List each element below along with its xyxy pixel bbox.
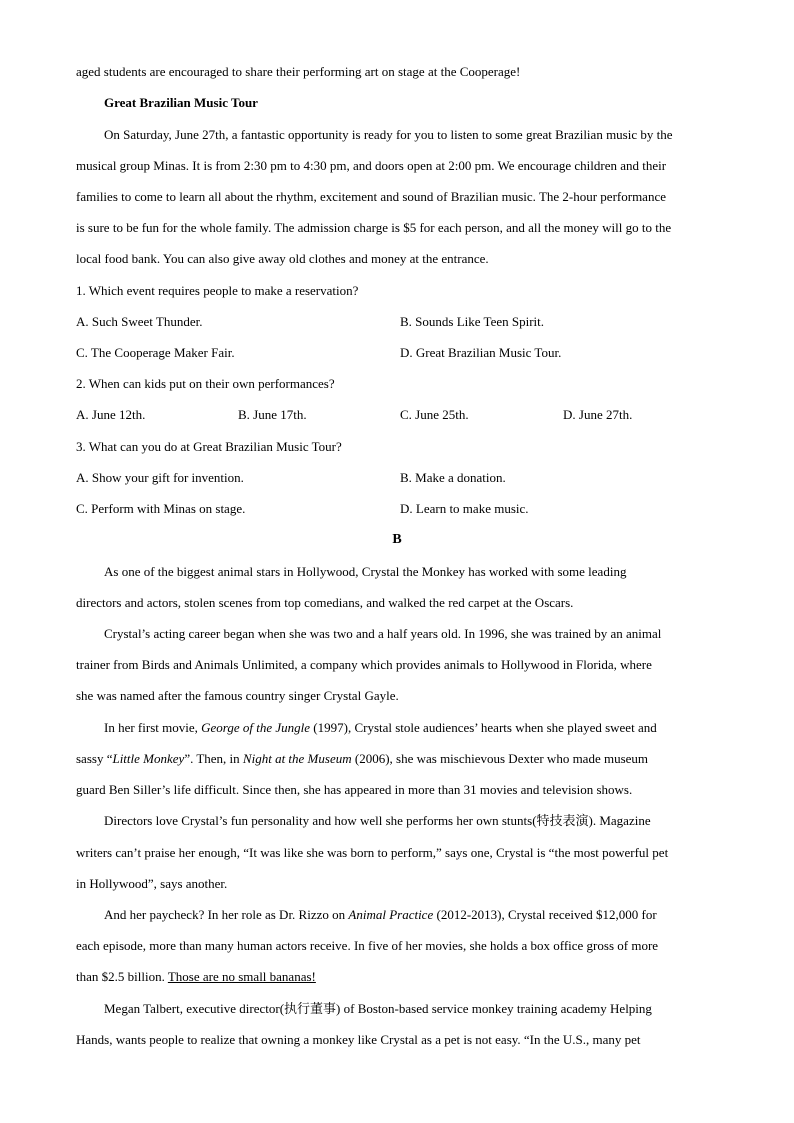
paragraph-line: writers can’t praise her enough, “It was like she was born to perform,” says one, Crystal is “the most powerful pet	[76, 845, 669, 860]
question-stem: 1. Which event requires people to make a reservation?	[76, 283, 359, 298]
section-title: Great Brazilian Music Tour	[104, 95, 258, 110]
movie-title: George of the Jungle	[201, 720, 311, 735]
paragraph-line: each episode, more than many human actors receive. In five of her movies, she holds a box office gross of more	[76, 938, 659, 953]
movie-title: Night at the Museum	[242, 751, 352, 766]
text-run: ”. Then, in	[184, 751, 243, 766]
text-run: (2012-2013), Crystal received $12,000 for	[433, 907, 657, 922]
paragraph-line: she was named after the famous country singer Crystal Gayle.	[76, 688, 399, 703]
text-run: than $2.5 billion.	[76, 969, 168, 984]
paragraph-line	[104, 718, 721, 738]
answer-option: D. Great Brazilian Music Tour.	[400, 345, 562, 360]
paragraph-line: musical group Minas. It is from 2:30 pm to 4:30 pm, and doors open at 2:00 pm. We encourage children and their	[76, 158, 667, 173]
paragraph-line: guard Ben Siller’s life difficult. Since then, she has appeared in more than 31 movies and television shows.	[76, 782, 633, 797]
answer-option: B. Sounds Like Teen Spirit.	[400, 314, 545, 329]
paragraph-line: Hands, wants people to realize that owning a monkey like Crystal as a pet is not easy. “In the U.S., many pet	[76, 1032, 641, 1047]
paragraph-line: in Hollywood”, says another.	[76, 876, 228, 891]
paragraph-line: On Saturday, June 27th, a fantastic opportunity is ready for you to listen to some great Brazilian music by the	[104, 127, 673, 142]
answer-option: D. Learn to make music.	[400, 501, 529, 516]
underlined-phrase: Those are no small bananas!	[167, 969, 316, 984]
text-run: And her paycheck? In her role as Dr. Rizzo on	[104, 907, 349, 922]
paragraph-line: trainer from Birds and Animals Unlimited, a company which provides animals to Hollywood in Florida, where	[76, 657, 652, 672]
paragraph-line: Megan Talbert, executive director(执行董事) of Boston-based service monkey training academy Helping	[104, 1001, 652, 1016]
answer-option: A. Show your gift for invention.	[76, 470, 244, 485]
question-stem: 2. When can kids put on their own performances?	[76, 376, 335, 391]
paragraph-line: Crystal’s acting career began when she was two and a half years old. In 1996, she was trained by an animal	[104, 626, 662, 641]
answer-option: C. The Cooperage Maker Fair.	[76, 345, 235, 360]
answer-option: C. June 25th.	[400, 407, 469, 422]
show-title: Animal Practice	[348, 907, 434, 922]
answer-option: B. June 17th.	[238, 407, 307, 422]
paragraph-line	[76, 749, 721, 769]
answer-option: A. June 12th.	[76, 407, 146, 422]
intro-line: aged students are encouraged to share their performing art on stage at the Cooperage!	[76, 64, 521, 79]
answer-option: B. Make a donation.	[400, 470, 506, 485]
paragraph-line: is sure to be fun for the whole family. The admission charge is $5 for each person, and all the money will go to the	[76, 220, 672, 235]
question-stem: 3. What can you do at Great Brazilian Music Tour?	[76, 439, 342, 454]
text-run: (2006), she was mischievous Dexter who made museum	[351, 751, 649, 766]
answer-option: D. June 27th.	[563, 407, 633, 422]
text-run: sassy “	[76, 751, 113, 766]
paragraph-line	[76, 967, 721, 987]
paragraph-line: families to come to learn all about the rhythm, excitement and sound of Brazilian music. The 2-hour performance	[76, 189, 666, 204]
role-name: Little Monkey	[112, 751, 185, 766]
text-run: In her first movie,	[104, 720, 202, 735]
paragraph-line: directors and actors, stolen scenes from top comedians, and walked the red carpet at the Oscars.	[76, 595, 574, 610]
paragraph-line: As one of the biggest animal stars in Hollywood, Crystal the Monkey has worked with some leading	[104, 564, 627, 579]
paragraph-line: Directors love Crystal’s fun personality and how well she performs her own stunts(特技表演). Magazine	[104, 813, 651, 828]
passage-heading: B	[392, 532, 402, 547]
paragraph-line: local food bank. You can also give away old clothes and money at the entrance.	[76, 251, 489, 266]
answer-option: A. Such Sweet Thunder.	[76, 314, 203, 329]
answer-option: C. Perform with Minas on stage.	[76, 501, 246, 516]
paragraph-line	[104, 905, 721, 925]
text-run: (1997), Crystal stole audiences’ hearts when she played sweet and	[310, 720, 657, 735]
